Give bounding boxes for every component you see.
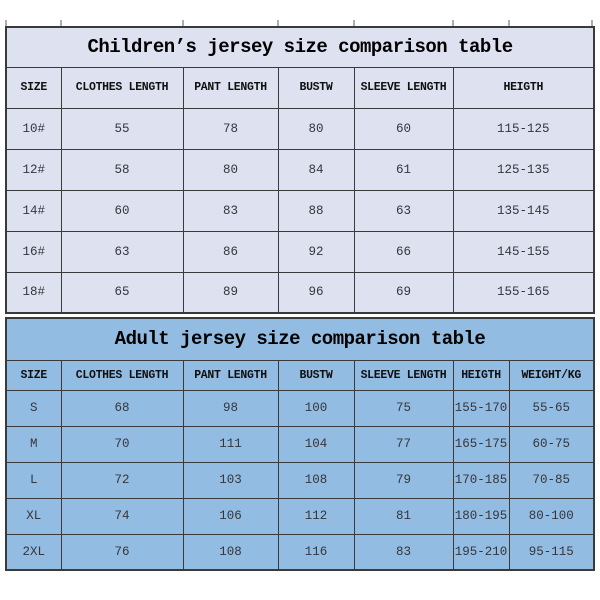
table-row [6, 462, 594, 498]
column-header: BUSTW [278, 360, 354, 390]
table-title: Adult jersey size comparison table [6, 318, 594, 360]
table-row [6, 390, 594, 426]
column-header: BUSTW [278, 67, 354, 108]
table-cell: 84 [278, 149, 354, 190]
table-cell: 66 [354, 231, 453, 272]
table-cell: 75 [354, 390, 453, 426]
table-cell: 83 [183, 190, 278, 231]
column-header: HEIGTH [453, 67, 594, 108]
table-cell: 55-65 [509, 390, 594, 426]
column-header: SLEEVE LENGTH [354, 360, 453, 390]
column-header: CLOTHES LENGTH [61, 360, 183, 390]
table-header-row [6, 360, 594, 390]
column-header: PANT LENGTH [183, 360, 278, 390]
table-cell: 106 [183, 498, 278, 534]
table-cell: 89 [183, 272, 278, 313]
table-cell: 125-135 [453, 149, 594, 190]
adult-size-table [5, 317, 595, 571]
table-cell: 83 [354, 534, 453, 570]
column-header: SIZE [6, 360, 61, 390]
table-row [6, 149, 594, 190]
size-cell: 14# [6, 190, 61, 231]
table-cell: 55 [61, 108, 183, 149]
table-title-row [6, 27, 594, 67]
table-title: Children’s jersey size comparison table [6, 27, 594, 67]
table-cell: 95-115 [509, 534, 594, 570]
table-cell: 65 [61, 272, 183, 313]
table-cell: 145-155 [453, 231, 594, 272]
table-cell: 180-195 [453, 498, 509, 534]
table-cell: 116 [278, 534, 354, 570]
table-cell: 76 [61, 534, 183, 570]
column-header: CLOTHES LENGTH [61, 67, 183, 108]
table-cell: 72 [61, 462, 183, 498]
table-row [6, 231, 594, 272]
table-row [6, 272, 594, 313]
table-cell: 108 [278, 462, 354, 498]
table-cell: 98 [183, 390, 278, 426]
table-cell: 58 [61, 149, 183, 190]
table-row [6, 498, 594, 534]
table-cell: 78 [183, 108, 278, 149]
size-cell: XL [6, 498, 61, 534]
table-cell: 80-100 [509, 498, 594, 534]
table-cell: 108 [183, 534, 278, 570]
table-cell: 104 [278, 426, 354, 462]
table-cell: 135-145 [453, 190, 594, 231]
table-cell: 74 [61, 498, 183, 534]
table-cell: 155-170 [453, 390, 509, 426]
table-cell: 80 [278, 108, 354, 149]
size-cell: L [6, 462, 61, 498]
table-cell: 63 [61, 231, 183, 272]
table-cell: 96 [278, 272, 354, 313]
table-cell: 103 [183, 462, 278, 498]
table-cell: 70-85 [509, 462, 594, 498]
column-header: SLEEVE LENGTH [354, 67, 453, 108]
table-cell: 77 [354, 426, 453, 462]
column-header: HEIGTH [453, 360, 509, 390]
size-cell: 12# [6, 149, 61, 190]
table-cell: 69 [354, 272, 453, 313]
table-cell: 111 [183, 426, 278, 462]
table-header-row [6, 67, 594, 108]
table-row [6, 190, 594, 231]
table-row [6, 426, 594, 462]
column-header: WEIGHT/KG [509, 360, 594, 390]
size-cell: 16# [6, 231, 61, 272]
column-header: PANT LENGTH [183, 67, 278, 108]
table-cell: 88 [278, 190, 354, 231]
size-cell: 18# [6, 272, 61, 313]
table-cell: 170-185 [453, 462, 509, 498]
size-cell: 10# [6, 108, 61, 149]
table-cell: 86 [183, 231, 278, 272]
table-title-row [6, 318, 594, 360]
table-row [6, 108, 594, 149]
table-cell: 100 [278, 390, 354, 426]
table-cell: 81 [354, 498, 453, 534]
table-cell: 61 [354, 149, 453, 190]
table-cell: 68 [61, 390, 183, 426]
size-cell: M [6, 426, 61, 462]
table-cell: 80 [183, 149, 278, 190]
table-cell: 63 [354, 190, 453, 231]
table-cell: 115-125 [453, 108, 594, 149]
table-cell: 60 [354, 108, 453, 149]
table-cell: 155-165 [453, 272, 594, 313]
table-cell: 165-175 [453, 426, 509, 462]
table-cell: 92 [278, 231, 354, 272]
table-cell: 60 [61, 190, 183, 231]
table-cell: 195-210 [453, 534, 509, 570]
table-row [6, 534, 594, 570]
table-cell: 112 [278, 498, 354, 534]
table-cell: 70 [61, 426, 183, 462]
size-cell: 2XL [6, 534, 61, 570]
size-cell: S [6, 390, 61, 426]
column-header: SIZE [6, 67, 61, 108]
children-size-table [5, 26, 595, 314]
table-cell: 60-75 [509, 426, 594, 462]
table-cell: 79 [354, 462, 453, 498]
